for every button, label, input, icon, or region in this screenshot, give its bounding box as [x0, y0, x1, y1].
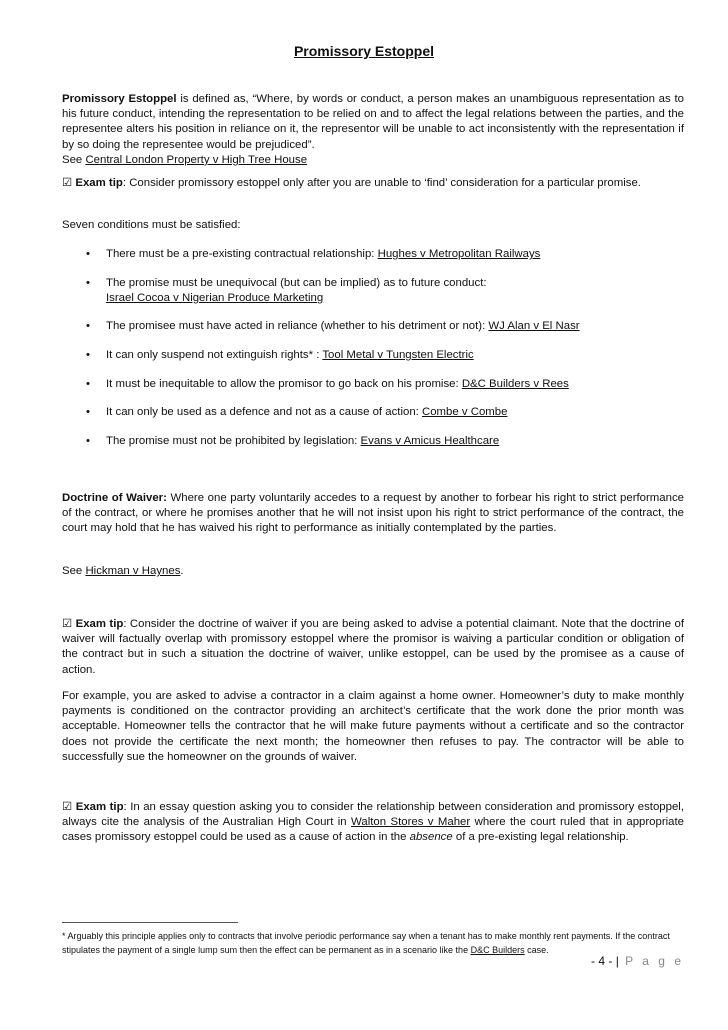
case-link[interactable]: Evans v Amicus Healthcare [360, 435, 500, 447]
case-link[interactable]: D&C Builders v Rees [461, 378, 569, 390]
exam-tip-3: ☑ Exam tip: In an essay question asking you to consider the relationship between consideration and promissory estoppel, always cite the analysis of the Australian High Court in Walton Stores v Maher where the court ruled that in appropriate cases promissory estoppel could be used as a cause of action in the absence of a pre-existing legal relationship. [62, 801, 684, 844]
case-link[interactable]: Combe v Combe [422, 406, 508, 418]
bullet-icon: • [86, 349, 90, 361]
page-label: P a g e [618, 954, 684, 968]
bullet-icon: • [86, 248, 90, 260]
exam-tip-2 [62, 617, 684, 678]
bullet-icon: • [86, 378, 90, 390]
exam-tip-label: ☑ Exam tip [62, 801, 124, 813]
exam-tip-label: ☑ Exam tip [62, 618, 124, 630]
waiver-see: See Hickman v Haynes. [62, 565, 184, 577]
exam-tip-text: : Consider promissory estoppel only after you are unable to ‘find’ consideration for a particular promise. [122, 177, 641, 189]
bullet-icon: • [86, 277, 90, 289]
definition-paragraph [62, 92, 684, 168]
page-title: Promissory Estoppel [293, 43, 435, 59]
definition-term: Promissory Estoppel [62, 93, 177, 105]
page-number: - 4 - | [591, 954, 619, 968]
footnote: * Arguably this principle applies only to contracts that involve periodic performance say when a tenant has to make monthly rent payments. If the contract stipulates the payment of a single lump sum then the effect can be permanent as in a scenario like the D&C Builders case. [62, 931, 670, 955]
case-link-dc-builders[interactable]: D&C Builders [470, 945, 525, 955]
bullet-icon: • [86, 320, 90, 332]
conditions-intro: Seven conditions must be satisfied: [62, 219, 241, 231]
exam-tip-label: ☑ Exam tip [62, 177, 123, 189]
case-link-hickman[interactable]: Hickman v Haynes [85, 565, 181, 577]
footnote-divider [62, 922, 238, 923]
bullet-icon: • [86, 435, 90, 447]
page-footer [360, 954, 684, 968]
case-link-high-tree[interactable]: Central London Property v High Tree House [85, 153, 308, 166]
bullet-icon: • [86, 406, 90, 418]
waiver-text: Where one party voluntarily accedes to a request by another to forbear his right to strict performance of the contract, or where he promises another that he will not insist upon his right to strict performance of the contract, the court may hold that he has waived his right to performance as initially contemplated by the parties. [62, 492, 684, 535]
document-page: Promissory Estoppel Promissory Estoppel is defined as, “Where, by words or conduct, a person makes an unambiguous representation as to his future conduct, intending the representation to be relied on and to affect the legal relations between the parties, and the representee alters his position in reliance on it, the representor will be unable to act inconsistently with the representation if by so doing the representee would be prejudiced”. See Central London Property v High Tree House ☑ Exam tip: Consider promissory estoppel only after you are unable to ‘find’ consideration for a particular promise. Seven conditions must be satisfied: • There must be a pre-existing contractual relationship: Hughes v Metropolitan Railways • The promise must be unequivocal (but can be implied) as to future conduct: Israel Cocoa v Nigerian Produce Marketing • The promisee must have acted in reliance (whether to his detriment or not): WJ Alan v El Nasr • It can only suspend not extinguish rights* : Tool Metal v Tungsten Electric • It must be inequitable to allow the promisor to go back on his promise: D&C Builders v Rees • It can only be used as a defence and not as a cause of action: Combe v Combe • The promise must not be prohibited by legislation: Evans v Amicus Healthcare Doctrine of Waiver: Where one party voluntarily accedes to a request by another to forbear his right to strict performance of the contract, or where he promises another that he will not insist upon his right to strict performance of the contract, the court may hold that he has waived his right to performance as initially contemplated by the parties. See Hickman v Haynes. ☑ Exam tip: Consider the doctrine of waiver if you are being asked to advise a potential claimant. Note that the doctrine of waiver will factually overlap with promissory estoppel where the promisor is waiving a particular condition or obligation of the contract but in such a situation the doctrine of waiver, unlike estoppel, can be used by the promisee as a cause of action. For example, you are asked to advise a contractor in a claim against a home owner. Homeowner’s duty to make monthly payments is conditioned on the contractor providing an architect’s certificate that the work done the prior month was acceptable. Homeowner tells the contractor that he will make future payments without a certificate and so the contractor does not provide the certificate the next month; the homeowner then refuses to pay. The contractor will be able to successfully sue the homeowner on the grounds of waiver. ☑ Exam tip: In an essay question asking you to consider the relationship between consideration and promissory estoppel, always cite the analysis of the Australian High Court in Walton Stores v Maher where the court ruled that in appropriate cases promissory estoppel could be used as a cause of action in the absence of a pre-existing legal relationship. * Arguably this principle applies only to contracts that involve periodic performance say when a tenant has to make monthly rent payments. If the contract stipulates the payment of a single lump sum then the effect can be permanent as in a scenario like the D&C Builders case. - 4 - | P a g e [0, 0, 728, 1030]
definition-text: is defined as, “Where, by words or conduct, a person makes an unambiguous representation as to his future conduct, intending the representation to be relied on and to affect the legal relations between the parties, and the representee alters his position in reliance on it, the representor will be unable to act inconsistently with the representation if by so doing the representee would be prejudiced”. [62, 93, 684, 151]
waiver-term: Doctrine of Waiver: [62, 492, 167, 504]
case-link[interactable]: Tool Metal v Tungsten Electric [322, 349, 474, 361]
case-link[interactable]: WJ Alan v El Nasr [488, 320, 580, 332]
waiver-paragraph [62, 491, 684, 537]
case-link[interactable]: Israel Cocoa v Nigerian Produce Marketing [106, 292, 324, 305]
exam-tip-text: : Consider the doctrine of waiver if you are being asked to advise a potential claimant. Note that the doctrine of waiver will factually overlap with promissory estoppel where the promisor is waiving a particular condition or obligation of the contract but in such a situation the doctrine of waiver, unlike estoppel, can be used by the promisee as a cause of action. [62, 618, 684, 676]
exam-tip-1 [62, 176, 684, 191]
case-link-walton[interactable]: Walton Stores v Maher [351, 816, 471, 829]
example-paragraph: For example, you are asked to advise a contractor in a claim against a home owner. Homeowner’s duty to make monthly payments is conditioned on the contractor providing an architect’s certificate that the work done the prior month was acceptable. Homeowner tells the contractor that he will make future payments without a certificate and so the contractor does not provide the certificate the next month; the homeowner then refuses to pay. The contractor will be able to successfully sue the homeowner on the grounds of waiver. [62, 690, 684, 763]
see-prefix: See [62, 153, 86, 166]
case-link[interactable]: Hughes v Metropolitan Railways [377, 248, 541, 260]
